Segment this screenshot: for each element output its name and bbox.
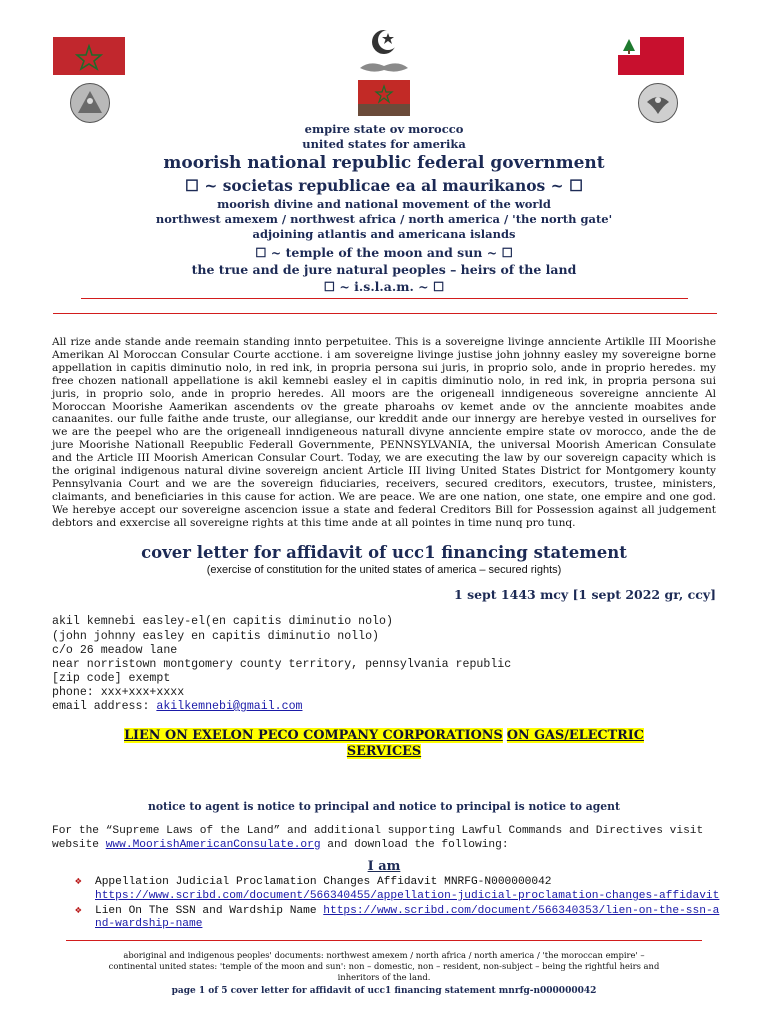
document-list <box>75 876 725 933</box>
lien-heading-line-2 <box>0 744 768 760</box>
diamond-bullet-icon: ❖ <box>75 904 82 917</box>
i-am-heading: I am <box>367 859 401 874</box>
eagle-seal-icon <box>638 83 678 123</box>
header-line-7: the true and de jure natural peoples – heirs of the land <box>191 262 577 277</box>
address-line-2: (john johnny easley en capitis diminutio nollo) <box>52 630 379 643</box>
header-line-4: northwest amexem / northwest africa / north america / 'the north gate' <box>155 212 613 226</box>
notice-text: notice to agent is notice to principal and notice to principal is notice to agent <box>148 800 620 813</box>
footer-divider <box>66 940 702 941</box>
lien-heading-part-2: ON GAS/ELECTRIC <box>506 728 644 743</box>
email-link[interactable]: akilkemnebi@gmail.com <box>156 700 303 713</box>
cover-subtitle: (exercise of constitution for the united states of america – secured rights) <box>206 564 562 576</box>
page-title: moorish national republic federal government <box>163 153 605 173</box>
header-line-3: moorish divine and national movement of the world <box>217 197 551 211</box>
address-line-6: phone: xxx+xxx+xxxx <box>52 686 185 699</box>
pine-tree-flag-icon <box>618 37 684 75</box>
laws-text-prefix: website <box>52 839 106 851</box>
address-line-5: [zip code] exempt <box>52 672 171 685</box>
header-line-5: adjoining atlantis and americana islands <box>252 227 516 241</box>
footer-line-3: inheritors of the land. <box>337 972 431 982</box>
page-number: page 1 of 5 cover letter for affidavit of ucc1 financing statement mnrfg-n000000042 <box>171 986 597 996</box>
list-item <box>75 905 725 933</box>
header-divider-2 <box>53 313 717 314</box>
footer-line-1: aboriginal and indigenous peoples' documents: northwest amexem / north africa / north america / 'the moroccan empire' – <box>123 950 645 960</box>
header-line-1: empire state ov morocco <box>304 122 464 136</box>
address-line-4: near norristown montgomery county territory, pennsylvania republic <box>52 658 512 671</box>
lien-heading-part-3: SERVICES <box>346 744 422 759</box>
list-item-text: Lien On The SSN and Wardship Name <box>95 904 324 917</box>
address-line-1: akil kemnebi easley-el(en capitis diminutio nolo) <box>52 615 393 628</box>
header-divider-1 <box>81 298 688 299</box>
list-item-link[interactable]: https://www.scribd.com/document/566340455/appellation-judicial-proclamation-changes-affidavit <box>95 889 720 902</box>
footer-line-2: continental united states: 'temple of the moon and sun': non – domestic, non – resident, non-subject – being the rightful heirs and <box>108 961 660 971</box>
cover-date: 1 sept 1443 mcy [1 sept 2022 gr, ccy] <box>454 587 716 602</box>
email-label: email address: <box>52 700 157 713</box>
email-row <box>52 700 302 714</box>
moroccan-flag-people-icon <box>358 80 410 116</box>
laws-text-line-2 <box>52 838 509 852</box>
moroccan-flag-icon <box>53 37 125 75</box>
crescent-handshake-emblem-icon <box>350 26 418 78</box>
lien-heading-part-1: LIEN ON EXELON PECO COMPANY CORPORATIONS <box>124 728 503 743</box>
body-paragraph: All rize ande stande ande reemain standing innto perpetuitee. This is a sovereigne livinge annciente Artiklle III Moorishe Amerikan Al Moroccan Consular Courte acctione. i am sovereigne livinge justise john johnny easley my sovereigne borne appellation in capitis diminutio nolo, in red ink, in propria persona sui juris, in proprio solo, ande in proprio heredes. my free chozen nationall appellatione is akil kemnebi easley el in capitis diminutio nolo, in red ink, in propria persona sui juris, in proprio solo, ande in proprio heredes. All moors are the origeneall inndigeneous sovereigne annciente Al Moroccan Moorishe Aamerikan ascendents ov the greate pharoahs ov kemet ande ov the annciente moabites ande canaanites. our fulle faithe ande truste, our allegianse, our kreddit ande our innergy are herebye vested in ourselives for we are the peepel who are the origeneall inndigeneous naturall divyne annciente empire state ov morocco, ande the de jure Moorishe Nationall Reepublic Federall Governmente, PENNSYLVANIA, the universal Moorish American Consulate and the Article III Moorish American Consular Court. Today, we are executing the law by our sovereign capacity which is the original indigenous natural divine sovereign ancient Article III living United States District for Montgomery kounty Pennsylvania Court and we are the sovereign fiduciaries, receivers, secured creditors, executors, trustee, ministers, claimants, and beneficiaries in this cause for action. We are peace. We are one nation, one state, one empire and one god. We herebye accept our sovereigne ascencion issue a state and federal Creditors Bill for Possession against all judgement debtors and exxercise all sovereigne rights at this time ande at all pointes in time nunq pro tunq. <box>52 336 716 529</box>
header-subtitle: ☐ ~ societas republicae ea al maurikanos ~ ☐ <box>185 176 583 195</box>
header-line-2: united states for amerika <box>302 137 466 151</box>
list-item-link[interactable]: https://www.scribd.com/document/566340353/lien-on-the-ssn-and-wardship-name <box>95 904 720 931</box>
list-item-text: Appellation Judicial Proclamation Changes Affidavit MNRFG-N000000042 <box>95 876 552 888</box>
consulate-website-link[interactable]: www.MoorishAmericanConsulate.org <box>105 839 321 851</box>
header-line-8: ☐ ~ i.s.l.a.m. ~ ☐ <box>323 279 445 294</box>
laws-text-suffix: and download the following: <box>320 839 509 851</box>
lien-heading <box>0 728 768 744</box>
cover-title: cover letter for affidavit of ucc1 financing statement <box>141 543 627 562</box>
laws-text-line-1: For the “Supreme Laws of the Land” and additional supporting Lawful Commands and Directives visit <box>52 825 704 837</box>
diamond-bullet-icon: ❖ <box>75 876 82 888</box>
address-line-3: c/o 26 meadow lane <box>52 644 178 657</box>
pyramid-seal-icon <box>70 83 110 123</box>
list-item <box>75 876 725 904</box>
header-line-6: ☐ ~ temple of the moon and sun ~ ☐ <box>255 245 513 260</box>
